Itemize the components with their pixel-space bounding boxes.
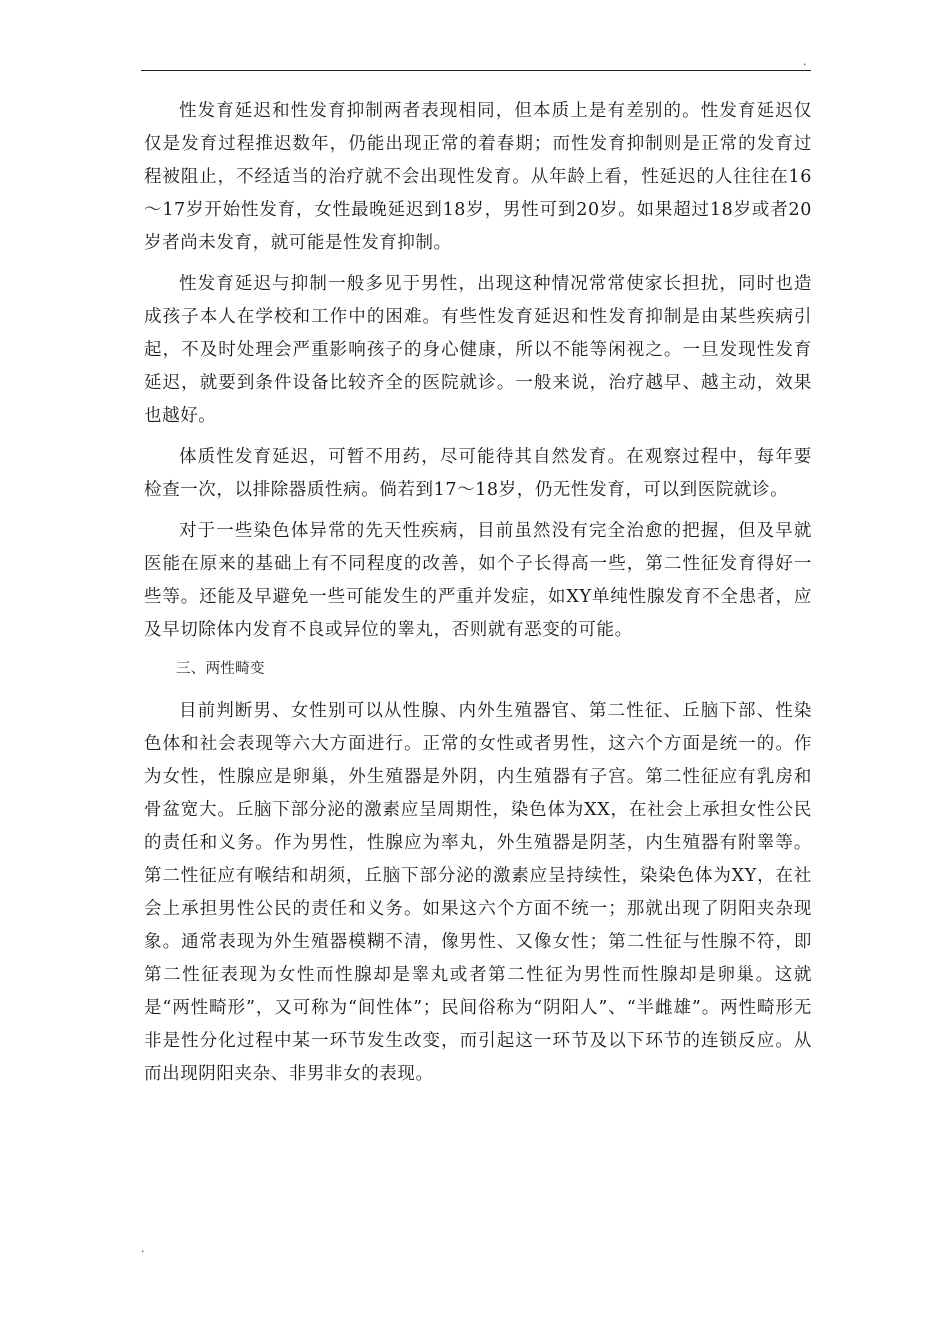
header-rule — [141, 70, 811, 71]
document-body — [144, 95, 812, 1091]
paragraph-1: 性发育延迟和性发育抑制两者表现相同，但本质上是有差别的。性发育延迟仅仅是发育过程推迟数年，仍能出现正常的着春期；而性发育抑制则是正常的发育过程被阻止，不经适当的治疗就不会出现性发育。从年龄上看，性延迟的人往往在16～17岁开始性发育，女性最晚延迟到18岁，男性可到20岁。如果超过18岁或者20岁者尚未发育，就可能是性发育抑制。 — [144, 101, 812, 253]
section-heading: 三、两性畸变 — [176, 661, 265, 677]
paragraph-2: 性发育延迟与抑制一般多见于男性，出现这种情况常常使家长担扰，同时也造成孩子本人在学校和工作中的困难。有些性发育延迟和性发育抑制是由某些疾病引起，不及时处理会严重影响孩子的身心健康，所以不能等闲视之。一旦发现性发育延迟，就要到条件设备比较齐全的医院就诊。一般来说，治疗越早、越主动，效果也越好。 — [144, 274, 812, 426]
paragraph-3: 体质性发育延迟，可暂不用药，尽可能待其自然发育。在观察过程中，每年要检查一次，以排除器质性病。倘若到17～18岁，仍无性发育，可以到医院就诊。 — [144, 447, 812, 500]
header-corner-mark: . — [803, 55, 807, 68]
footer-corner-mark: . — [141, 1242, 145, 1255]
paragraph-4: 对于一些染色体异常的先天性疾病，目前虽然没有完全治愈的把握，但及早就医能在原来的基础上有不同程度的改善，如个子长得高一些，第二性征发育得好一些等。还能及早避免一些可能发生的严重并发症，如XY单纯性腺发育不全患者，应及早切除体内发育不良或异位的睾丸，否则就有恶变的可能。 — [144, 521, 812, 640]
section-paragraph: 目前判断男、女性别可以从性腺、内外生殖器官、第二性征、丘脑下部、性染色体和社会表现等六大方面进行。正常的女性或者男性，这六个方面是统一的。作为女性，性腺应是卵巢，外生殖器是外阴，内生殖器有子宫。第二性征应有乳房和骨盆宽大。丘脑下部分泌的激素应呈周期性，染色体为XX，在社会上承担女性公民的责任和义务。作为男性，性腺应为率丸，外生殖器是阴茎，内生殖器有附睾等。第二性征应有喉结和胡须，丘脑下部分泌的激素应呈持续性，染染色体为XY，在社会上承担男性公民的责任和义务。如果这六个方面不统一；那就出现了阴阳夹杂现象。通常表现为外生殖器模糊不清，像男性、又像女性；第二性征与性腺不符，即第二性征表现为女性而性腺却是睾丸或者第二性征为男性而性腺却是卵巢。这就是“两性畸形”，又可称为“间性体”；民间俗称为“阴阳人”、“半雌雄”。两性畸形无非是性分化过程中某一环节发生改变，而引起这一环节及以下环节的连锁反应。从而出现阴阳夹杂、非男非女的表现。 — [144, 701, 812, 1084]
